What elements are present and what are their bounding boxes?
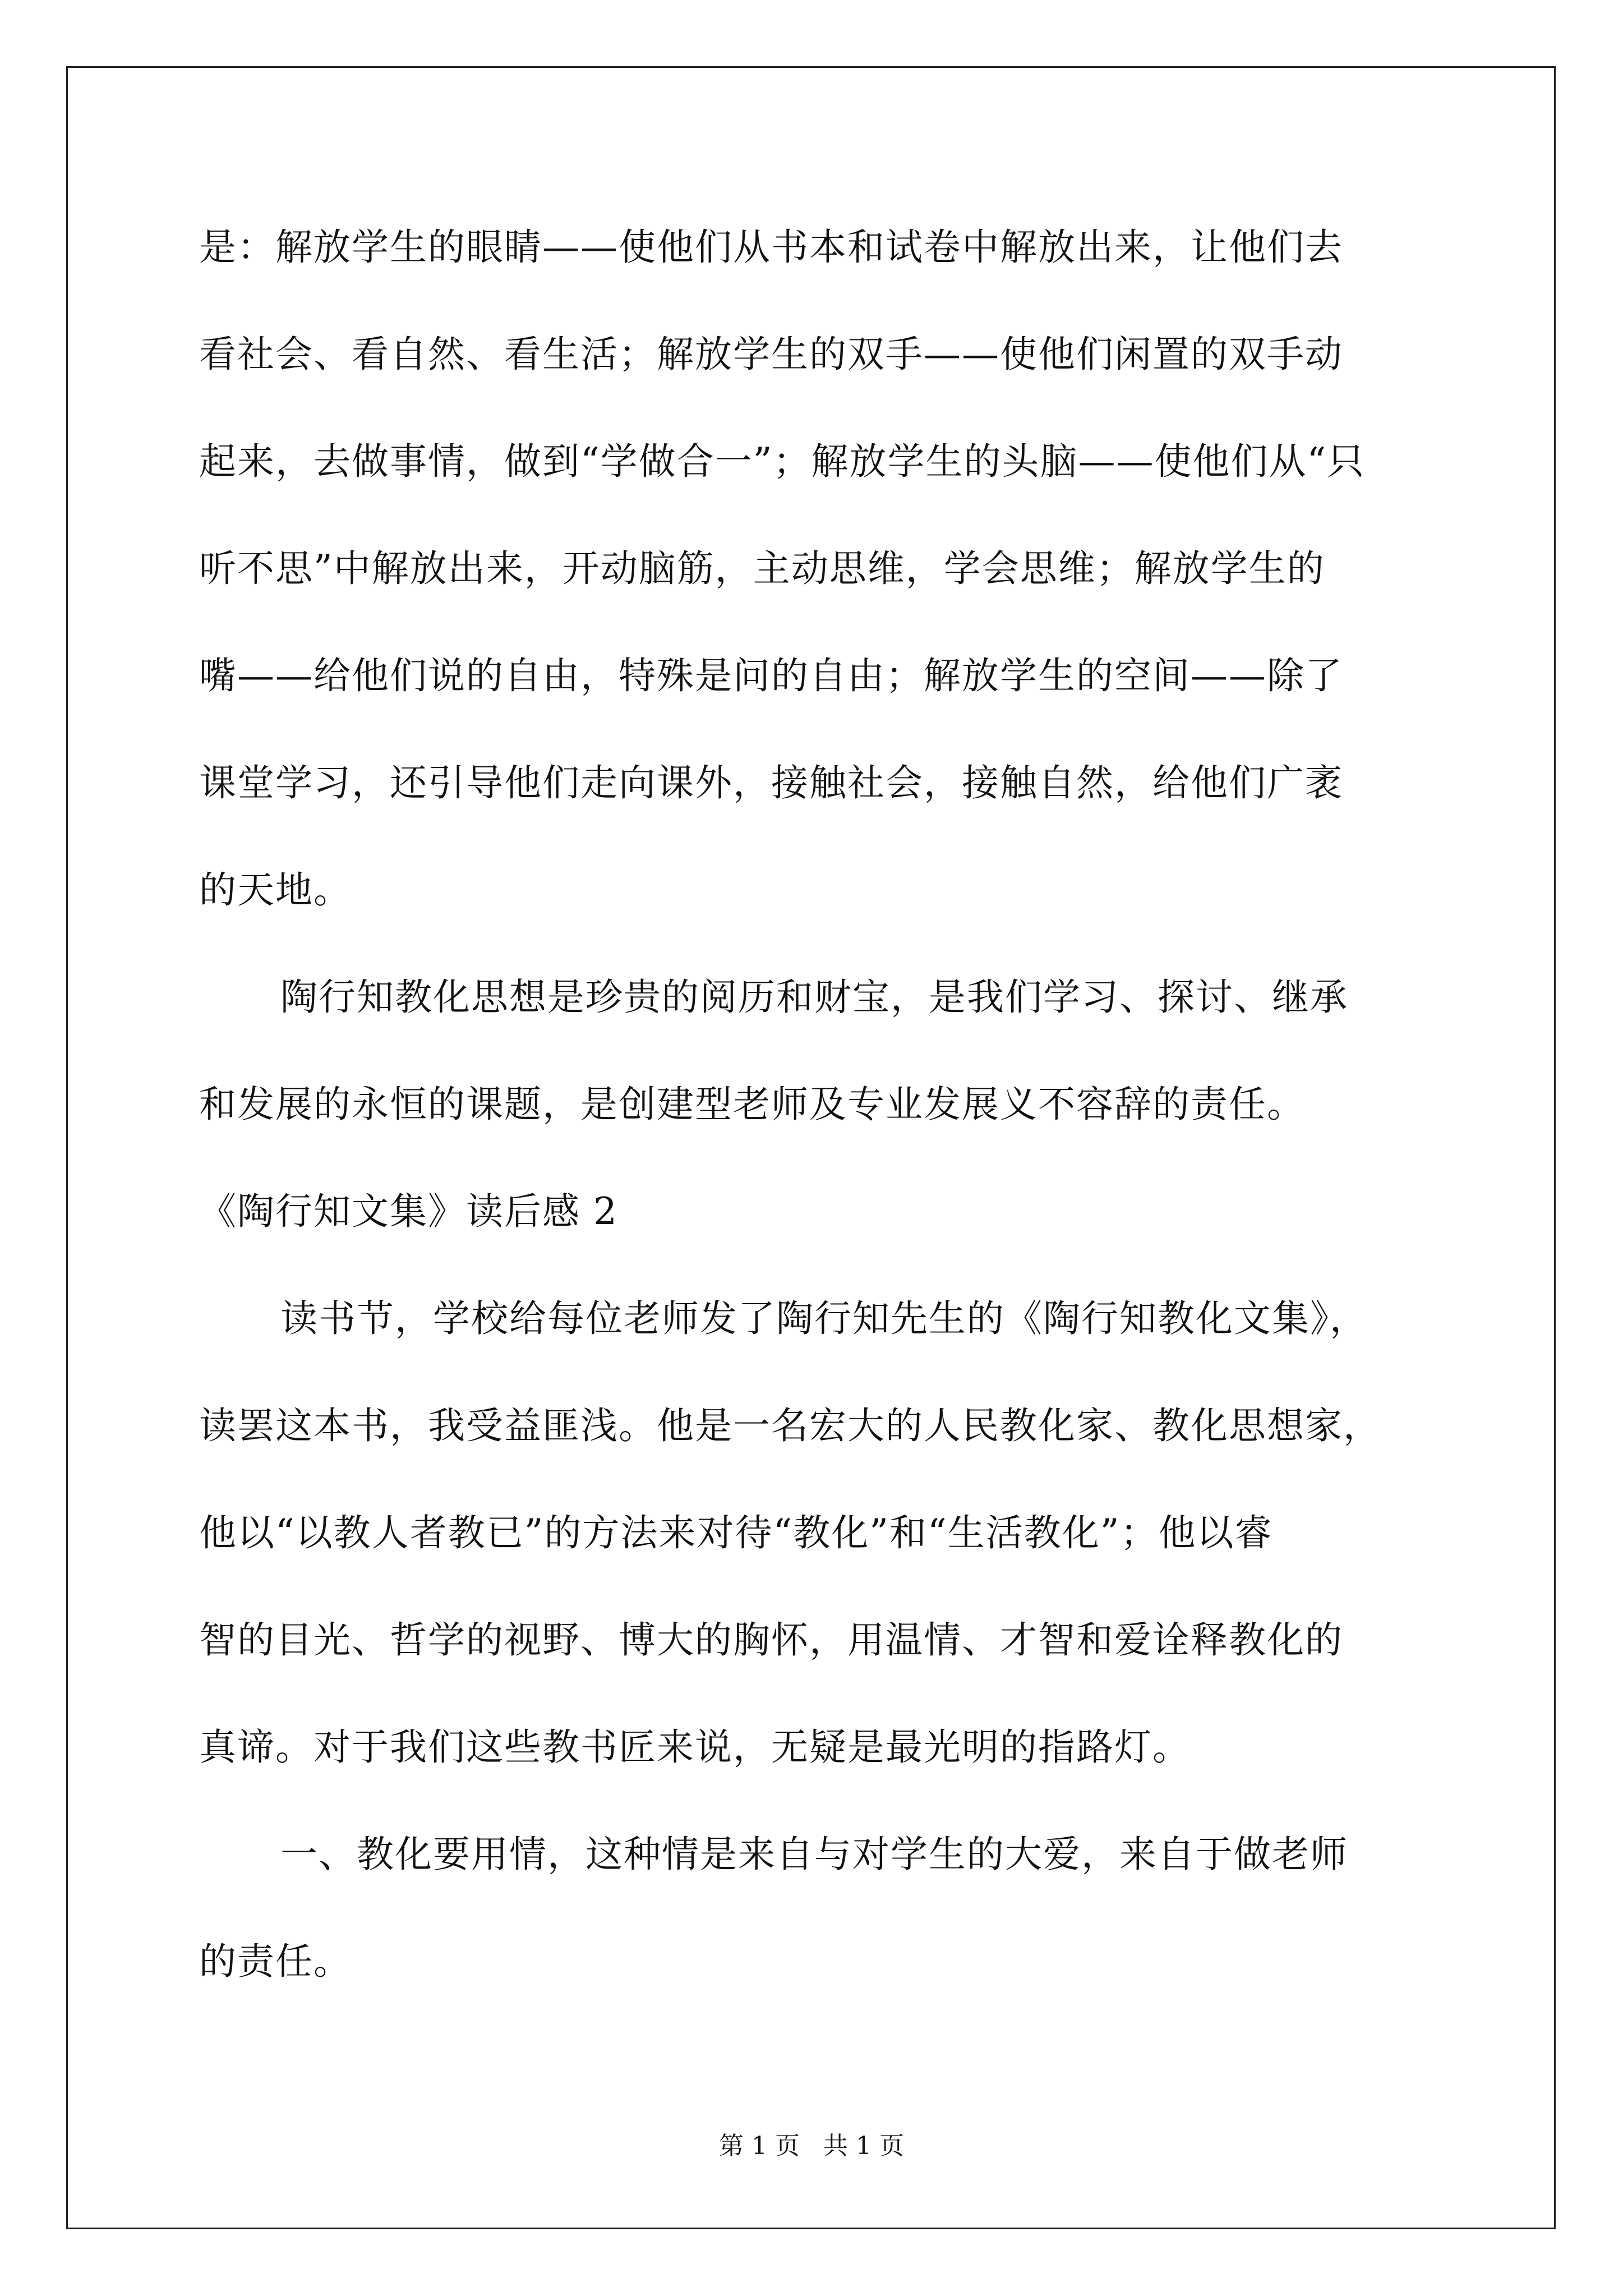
page-number-footer: 第 1 页 共 1 页 (719, 2132, 904, 2160)
body-text-line: 起来，去做事情，做到“学做合一”；解放学生的头脑——使他们从“只 (199, 440, 1366, 483)
body-text-line: 课堂学习，还引导他们走向课外，接触社会，接触自然，给他们广袤 (199, 761, 1343, 804)
body-text-line: 读书节，学校给每位老师发了陶行知先生的《陶行知教化文集》， (280, 1297, 1368, 1340)
body-text-line: 智的目光、哲学的视野、博大的胸怀，用温情、才智和爱诠释教化的 (199, 1618, 1343, 1662)
body-text-line: 和发展的永恒的课题，是创建型老师及专业发展义不容辞的责任。 (199, 1083, 1305, 1126)
page-border (66, 66, 1556, 2229)
body-text-line: 他以“以教人者教已”的方法来对待“教化”和“生活教化”；他以睿 (199, 1511, 1273, 1554)
body-text-line: 的天地。 (199, 868, 352, 912)
body-text-line: 一、教化要用情，这种情是来自与对学生的大爱，来自于做老师 (280, 1833, 1348, 1876)
body-text-line: 看社会、看自然、看生活；解放学生的双手——使他们闲置的双手动 (199, 333, 1343, 376)
section-heading: 《陶行知文集》读后感 2 (199, 1190, 618, 1233)
body-text-line: 是：解放学生的眼睛——使他们从书本和试卷中解放出来，让他们去 (199, 226, 1343, 269)
body-text-line: 的责任。 (199, 1940, 352, 1983)
body-text-line: 嘴——给他们说的自由，特殊是问的自由；解放学生的空间——除了 (199, 654, 1343, 697)
body-text-line: 听不思”中解放出来，开动脑筋，主动思维，学会思维；解放学生的 (199, 547, 1325, 590)
body-text-line: 陶行知教化思想是珍贵的阅历和财宝，是我们学习、探讨、继承 (280, 976, 1348, 1019)
body-text-line: 真谛。对于我们这些教书匠来说，无疑是最光明的指路灯。 (199, 1726, 1191, 1769)
body-text-line: 读罢这本书，我受益匪浅。他是一名宏大的人民教化家、教化思想家， (199, 1404, 1381, 1447)
